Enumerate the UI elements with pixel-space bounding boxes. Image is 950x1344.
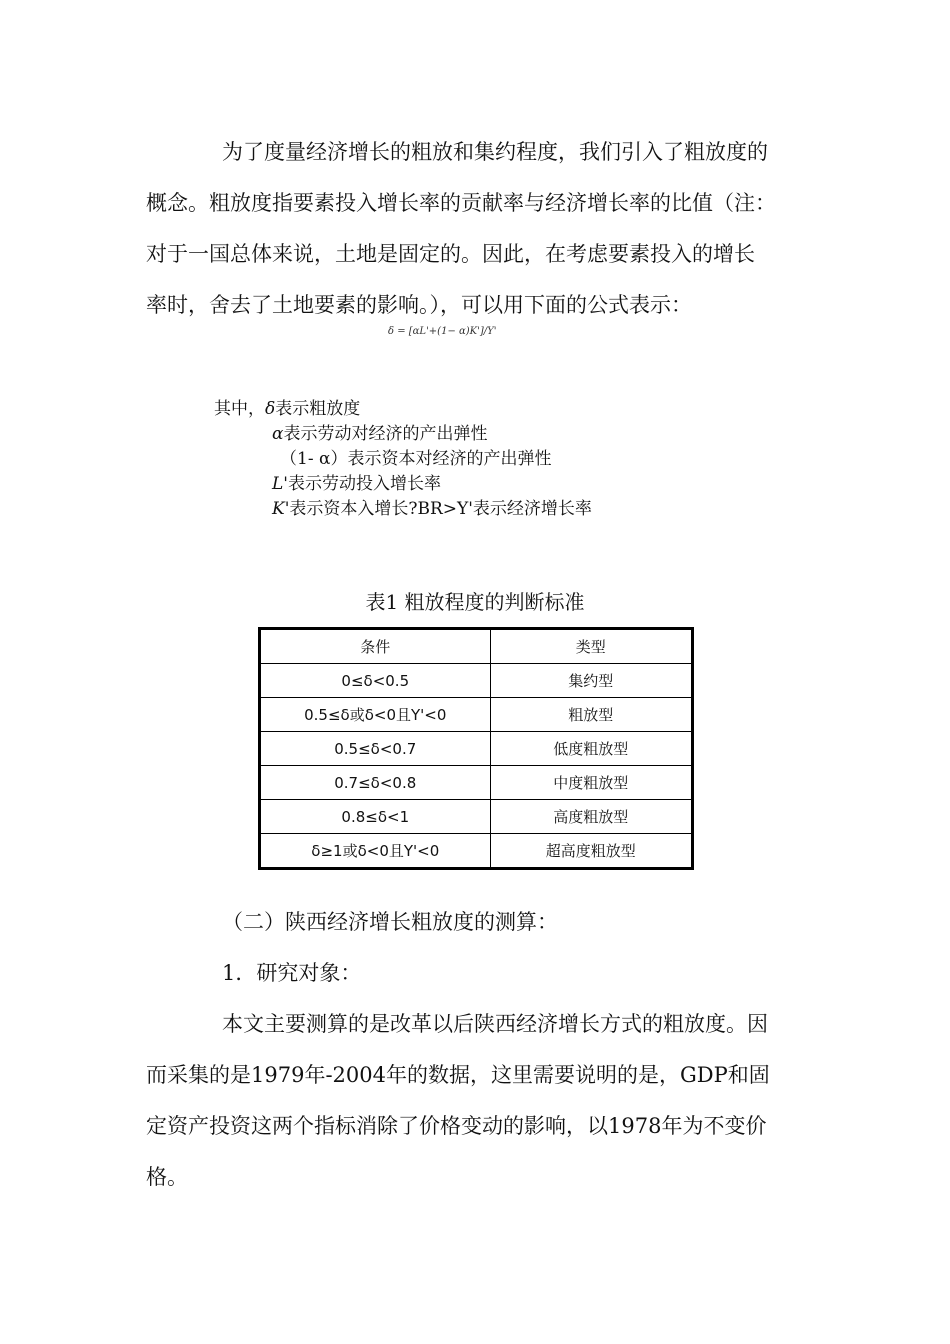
delta-symbol: δ [265,399,276,419]
criteria-table [258,627,694,870]
type-cell: 低度粗放型 [490,732,691,766]
condition-cell: δ≥1或δ<0且Y'<0 [261,834,490,868]
type-cell: 高度粗放型 [490,800,691,834]
definition-text: 表示劳动投入增长率 [287,474,441,494]
text-line: 格。 [146,1165,188,1189]
definitions-lead: 其中， [214,399,265,419]
condition-cell: 0.7≤δ<0.8 [261,766,490,800]
header-cell: 类型 [490,630,691,664]
subsection-heading: 1．研究对象： [222,961,362,985]
definition-text: （1- α）表示资本对经济的产出弹性 [280,449,552,469]
k-prime-symbol: K' [272,499,290,519]
type-cell: 超高度粗放型 [490,834,691,868]
type-cell: 集约型 [490,664,691,698]
definition-row [214,472,592,497]
intro-paragraph [146,127,806,331]
text-line: 本文主要测算的是改革以后陕西经济增长方式的粗放度。因 [222,1012,768,1036]
formula: δ = [αL'+(1− α)K']/Y' [388,326,497,337]
alpha-symbol: α [272,424,284,444]
definition-row [214,447,592,472]
condition-cell: 0.5≤δ或δ<0且Y'<0 [261,698,490,732]
type-cell: 中度粗放型 [490,766,691,800]
header-cell: 条件 [261,630,490,664]
text-line: 对于一国总体来说，土地是固定的。因此，在考虑要素投入的增长 [146,242,755,266]
type-cell: 粗放型 [490,698,691,732]
table-row [261,834,691,868]
table-row [261,800,691,834]
definitions [214,397,592,522]
text-line: 概念。粗放度指要素投入增长率的贡献率与经济增长率的比值（注： [146,191,776,215]
definition-row [214,497,592,522]
text-line: 而采集的是1979年-2004年的数据，这里需要说明的是，GDP和固 [146,1063,770,1087]
condition-cell: 0≤δ<0.5 [261,664,490,698]
text-line: 率时，舍去了土地要素的影响。），可以用下面的公式表示： [146,293,692,317]
table-row [261,766,691,800]
l-prime-symbol: L' [272,474,288,494]
definition-text: 表示劳动对经济的产出弹性 [283,424,488,444]
method-paragraph [146,897,806,1203]
table-caption: 表1 粗放程度的判断标准 [365,590,585,614]
definition-text: 表示粗放度 [275,399,361,419]
definition-text: 表示资本入增长?BR>Y'表示经济增长率 [289,499,592,519]
table-header-row [261,630,691,664]
text-line: 为了度量经济增长的粗放和集约程度，我们引入了粗放度的 [222,140,768,164]
text-line: 定资产投资这两个指标消除了价格变动的影响，以1978年为不变价 [146,1114,767,1138]
definition-row [214,422,592,447]
condition-cell: 0.5≤δ<0.7 [261,732,490,766]
table-row [261,732,691,766]
section-heading: （二）陕西经济增长粗放度的测算： [222,910,558,934]
table-row [261,698,691,732]
condition-cell: 0.8≤δ<1 [261,800,490,834]
table-row [261,664,691,698]
definition-row [214,397,592,422]
